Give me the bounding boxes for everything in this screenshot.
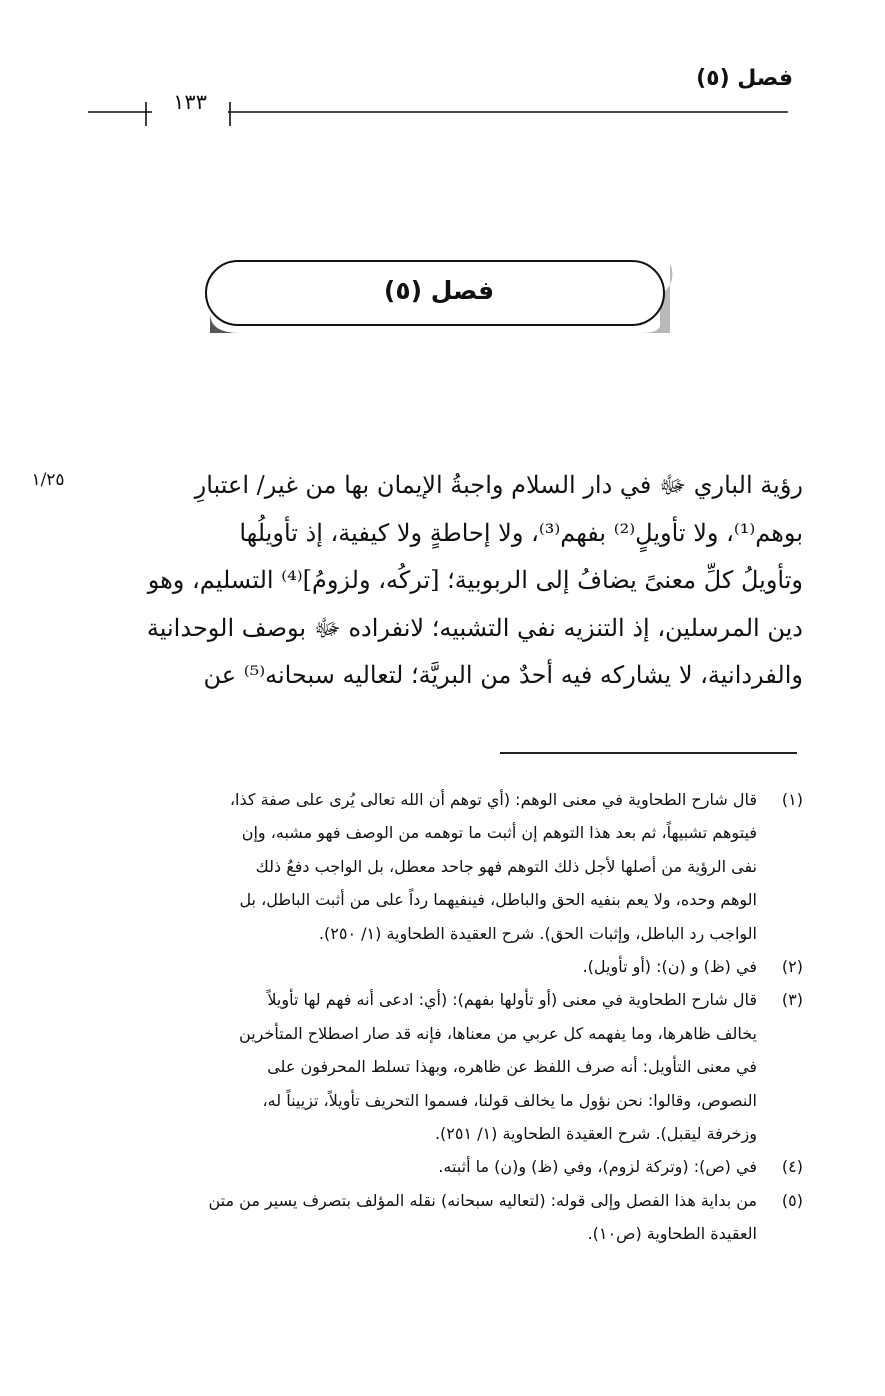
footnote-text: قال شارح الطحاوية في معنى الوهم: (أي توهم أن الله تعالى يُرى على صفة كذا،	[229, 790, 757, 809]
footnote-text: في (ظ) و (ن): (أو تأويل).	[582, 956, 757, 976]
main-text-line: دين المرسلين، إذ التنزيه نفي التشبيه؛ لانفراده ﷻ بوصف الوحدانية	[146, 613, 803, 642]
footnote-line	[83, 1184, 803, 1217]
footnote-line: وزخرفة ليقبل). شرح العقيدة الطحاوية (١/ ٢٥١).	[434, 1123, 757, 1143]
footnote-line: الوهم وحده، ولا يعم بنفيه الحق والباطل، فينفيهما رداً على من أثبت الباطل، بل	[239, 890, 757, 910]
main-text	[83, 462, 803, 700]
margin-reference: ١/٢٥	[31, 470, 65, 490]
footnote-line: النصوص، وقالوا: نحن نؤول ما يخالف قولنا، فسموا التحريف تأويلاً، تزييناً له،	[262, 1090, 757, 1110]
main-text-line: رؤية الباري ﷻ في دار السلام واجبةُ الإيمان بها من غير/ اعتبارِ	[194, 471, 803, 499]
footnote-line: يخالف ظاهرها، وما يفهمه كل عربي من معناها، فإنه قد صار اصطلاح المتأخرين	[239, 1023, 757, 1043]
footnote-number: (١)	[781, 790, 803, 809]
footnote-number: (٥)	[781, 1190, 803, 1210]
main-text-line: وتأويلُ كلِّ معنىً يضافُ إلى الربوبية؛ [تركُه، ولزومُ]⁽⁴⁾ التسليم، وهو	[147, 566, 803, 594]
footnote-line: العقيدة الطحاوية (ص١٠).	[587, 1224, 757, 1244]
footnote-line	[83, 1150, 803, 1183]
footnote-number: (٤)	[781, 1157, 803, 1177]
footnote-line: الواجب رد الباطل، وإثبات الحق). شرح العقيدة الطحاوية (١/ ٢٥٠).	[318, 923, 757, 943]
footnote-line	[83, 983, 803, 1016]
footnote-line	[83, 950, 803, 983]
footnote-line: في معنى التأويل: أنه صرف اللفظ عن ظاهره، وبهذا تسلط المحرفون على	[267, 1057, 757, 1077]
footnotes	[83, 783, 803, 1250]
footnote-text: قال شارح الطحاوية في معنى (أو تأولها بفهم): (أي: ادعى أنه فهم لها تأويلاً	[267, 990, 757, 1010]
running-header-title: فصل (٥)	[696, 66, 793, 91]
footnote-separator	[500, 752, 797, 754]
footnote-line	[83, 783, 803, 816]
chapter-title: فصل (٥)	[383, 276, 495, 305]
footnote-line: فيتوهم تشبيهاً، ثم بعد هذا التوهم إن أثبت ما توهمه من الوصف فهو مشبه، وإن	[241, 823, 757, 843]
page-number: ١٣٣	[152, 90, 228, 114]
footnote-text: من بداية هذا الفصل وإلى قوله: (لتعاليه سبحانه) نقله المؤلف بتصرف يسير من متن	[208, 1190, 757, 1210]
footnote-number: (٣)	[781, 990, 803, 1010]
main-text-line: والفردانية، لا يشاركه فيه أحدٌ من البريَّة؛ لتعاليه سبحانه⁽⁵⁾ عن	[203, 661, 803, 689]
footnote-number: (٢)	[781, 956, 803, 976]
footnote-text: في (ص): (وتركة لزوم)، وفي (ظ) و(ن) ما أثبته.	[438, 1157, 757, 1177]
main-text-line: بوهم⁽¹⁾، ولا تأويلٍ⁽²⁾ بفهم⁽³⁾، ولا إحاطةٍ ولا كيفية، إذ تأويلُها	[239, 518, 803, 547]
footnote-line: نفى الرؤية من أصلها لأجل ذلك التوهم فهو جاحد معطل، بل الواجب دفعُ ذلك	[255, 856, 757, 876]
